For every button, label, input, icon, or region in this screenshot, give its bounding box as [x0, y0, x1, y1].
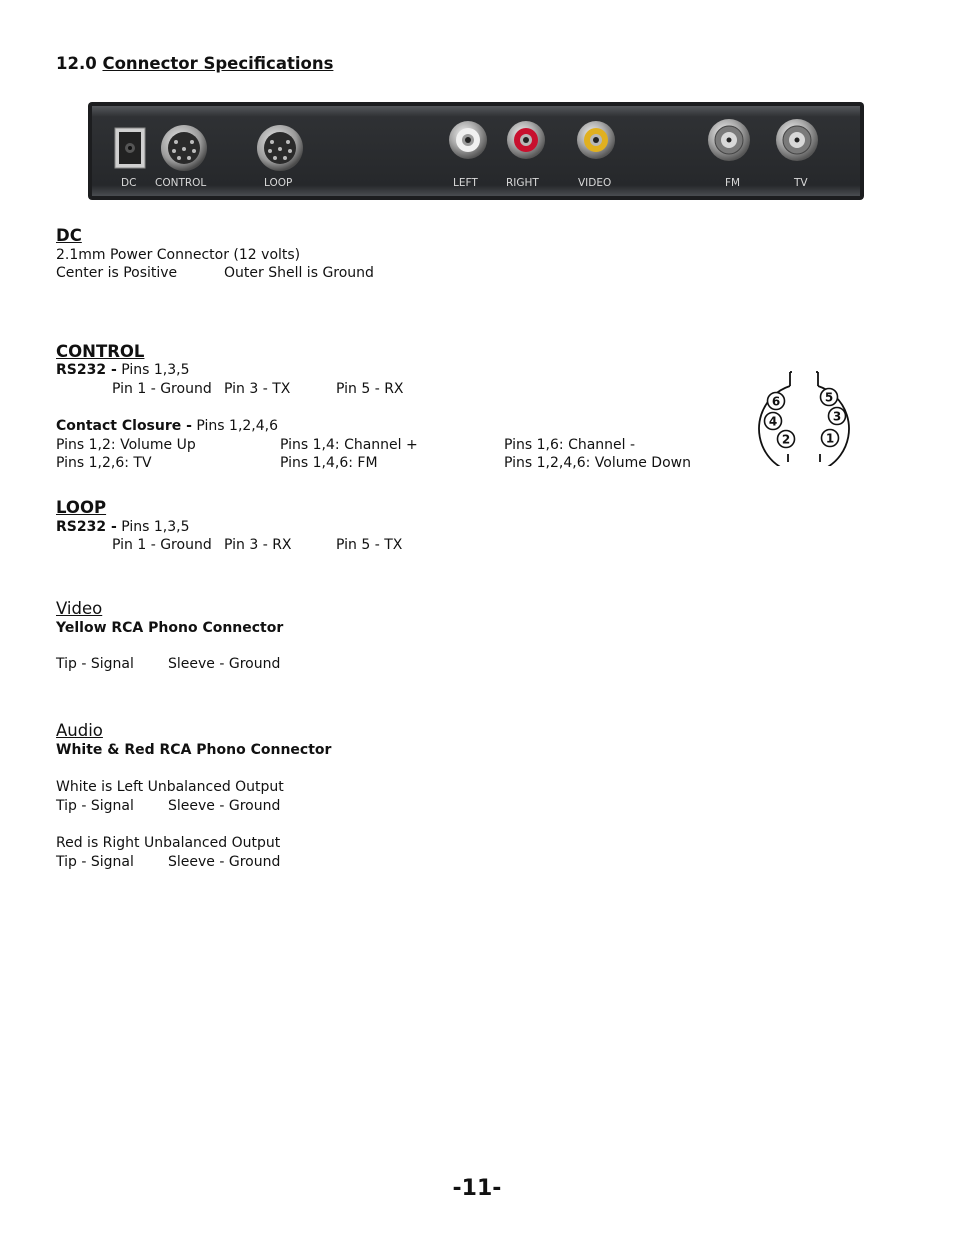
pin-2 [778, 431, 795, 448]
loop-din-connector [257, 125, 303, 171]
control-din-connector [161, 125, 207, 171]
dc-outer: Outer Shell is Ground [224, 265, 374, 281]
video-tip: Tip - Signal [56, 656, 134, 672]
loop-rs232-pins: Pins 1,3,5 [116, 519, 190, 535]
cc-tv: Pins 1,2,6: TV [56, 455, 152, 471]
audio-red: Red is Right Unbalanced Output [56, 835, 281, 851]
cc-volume-up: Pins 1,2: Volume Up [56, 437, 196, 453]
contact-closure-line [56, 418, 278, 434]
pin-4 [765, 413, 782, 430]
control-pin1: Pin 1 - Ground [112, 381, 212, 397]
panel-label-left: LEFT [453, 177, 478, 189]
pin-6 [768, 393, 785, 410]
panel-label-control: CONTROL [155, 177, 207, 189]
contact-closure-label: Contact Closure - [56, 418, 192, 434]
audio-heading: Audio [56, 721, 103, 740]
fm-coax-connector [708, 119, 750, 161]
svg-text:2: 2 [781, 432, 791, 447]
cc-channel-up: Pins 1,4: Channel + [280, 437, 418, 453]
section-number: 12.0 [56, 54, 97, 73]
page-title [56, 54, 333, 73]
audio-tip-1: Tip - Signal [56, 798, 134, 814]
loop-heading: LOOP [56, 498, 107, 517]
control-heading: CONTROL [56, 342, 145, 361]
page-number: -11- [452, 1176, 502, 1201]
audio-white: White is Left Unbalanced Output [56, 779, 284, 795]
cc-fm: Pins 1,4,6: FM [280, 455, 378, 471]
video-subheading: Yellow RCA Phono Connector [56, 620, 284, 636]
dc-center: Center is Positive [56, 265, 178, 281]
panel-label-right: RIGHT [506, 177, 539, 189]
dc-jack [115, 128, 145, 168]
panel-label-fm: FM [725, 177, 741, 189]
pin-3 [829, 408, 846, 425]
pin-5 [821, 389, 838, 406]
loop-pin5: Pin 5 - TX [336, 537, 403, 553]
section-title: Connector Specifications [102, 54, 334, 73]
contact-closure-pins: Pins 1,2,4,6 [191, 418, 279, 434]
audio-tip-2: Tip - Signal [56, 854, 134, 870]
panel-label-tv: TV [794, 177, 808, 189]
panel-label-loop: LOOP [264, 177, 293, 189]
svg-text:6: 6 [771, 394, 781, 409]
audio-sleeve-1: Sleeve - Ground [168, 798, 281, 814]
cc-volume-down: Pins 1,2,4,6: Volume Down [504, 455, 691, 471]
svg-text:3: 3 [832, 409, 842, 424]
din-pinout-diagram [752, 368, 856, 466]
pin-1 [822, 430, 839, 447]
video-sleeve: Sleeve - Ground [168, 656, 281, 672]
rca-left-white [449, 121, 487, 159]
panel-label-video: VIDEO [578, 177, 612, 189]
audio-sleeve-2: Sleeve - Ground [168, 854, 281, 870]
control-pin5: Pin 5 - RX [336, 381, 404, 397]
dc-heading: DC [56, 226, 82, 245]
dc-line1: 2.1mm Power Connector (12 volts) [56, 247, 301, 263]
control-rs232-pins: Pins 1,3,5 [116, 362, 190, 378]
loop-pin3: Pin 3 - RX [224, 537, 292, 553]
loop-rs232-line [56, 519, 190, 535]
cc-channel-down: Pins 1,6: Channel - [504, 437, 636, 453]
loop-rs232-label: RS232 - [56, 519, 117, 535]
control-rs232-line [56, 362, 190, 378]
tv-coax-connector [776, 119, 818, 161]
svg-text:1: 1 [825, 431, 835, 446]
connector-panel-image [88, 102, 864, 200]
video-heading: Video [56, 599, 103, 618]
audio-subheading: White & Red RCA Phono Connector [56, 742, 332, 758]
panel-label-dc: DC [121, 177, 137, 189]
control-pin3: Pin 3 - TX [224, 381, 291, 397]
control-rs232-label: RS232 - [56, 362, 117, 378]
svg-text:4: 4 [768, 414, 778, 429]
svg-text:5: 5 [824, 390, 834, 405]
rca-right-red [507, 121, 545, 159]
loop-pin1: Pin 1 - Ground [112, 537, 212, 553]
rca-video-yellow [577, 121, 615, 159]
